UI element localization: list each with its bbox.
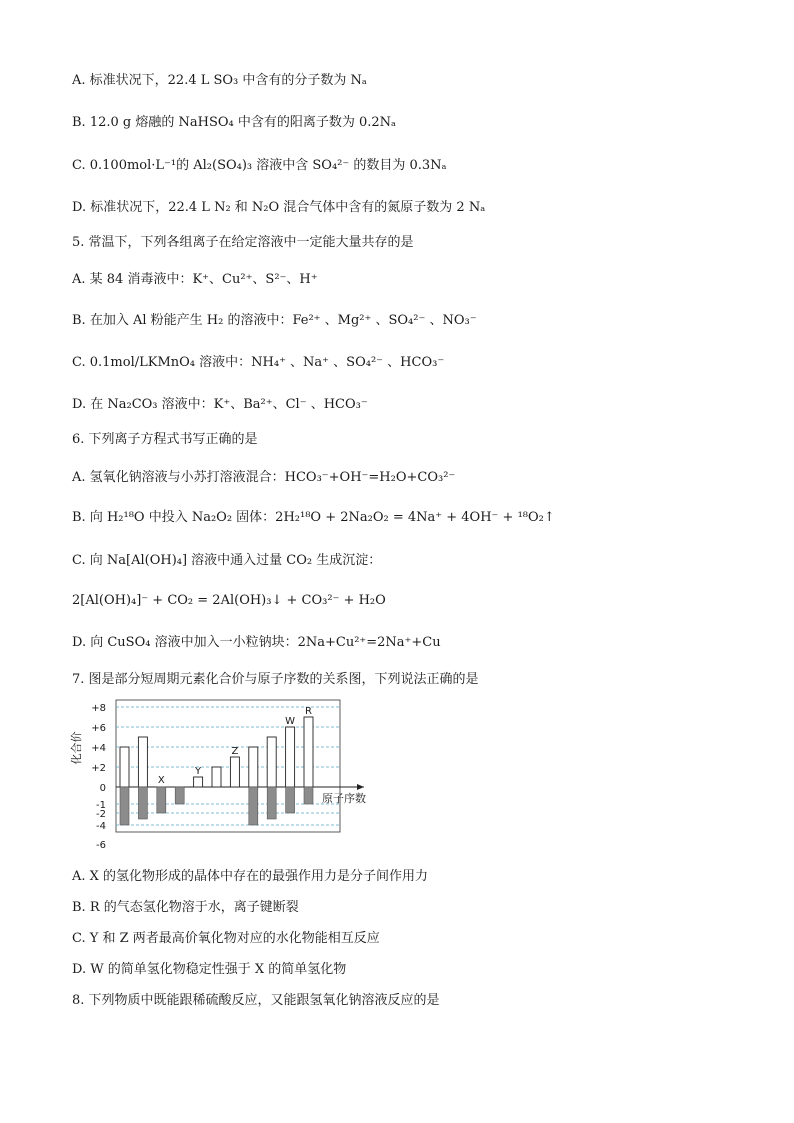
y-tick-label: -1: [96, 800, 106, 811]
y-tick-label: +2: [91, 763, 106, 774]
negative-valence-bar: [286, 787, 295, 813]
element-label: Y: [195, 766, 202, 777]
y-tick-label: -2: [96, 809, 106, 820]
question-line: A. 氢氧化钠溶液与小苏打溶液混合：HCO₃⁻+OH⁻=H₂O+CO₃²⁻: [72, 470, 456, 485]
positive-valence-bar: [286, 727, 295, 787]
negative-valence-bar: [304, 787, 313, 804]
y-tick-label: -6: [96, 840, 106, 851]
option-line: B. R 的气态氢化物溶于水，离子键断裂: [72, 900, 299, 915]
question-line: D. 向 CuSO₄ 溶液中加入一小粒钠块：2Na+Cu²⁺=2Na⁺+Cu: [72, 635, 441, 650]
x-axis-arrow: [357, 784, 364, 790]
y-axis-label: 化合价: [70, 731, 83, 765]
negative-valence-bar: [138, 787, 147, 819]
option-line: A. X 的氢化物形成的晶体中存在的最强作用力是分子间作用力: [72, 869, 429, 884]
negative-valence-bar: [157, 787, 166, 813]
y-tick-label: +4: [91, 743, 106, 754]
question-line: 2[Al(OH)₄]⁻ + CO₂ = 2Al(OH)₃↓ + CO₃²⁻ + H₂O: [72, 593, 386, 608]
positive-valence-bar: [267, 737, 276, 787]
positive-valence-bar: [230, 757, 239, 787]
question-line: C. 向 Na[Al(OH)₄] 溶液中通入过量 CO₂ 生成沉淀：: [72, 553, 382, 568]
question-line: B. 在加入 Al 粉能产生 H₂ 的溶液中：Fe²⁺ 、Mg²⁺ 、SO₄²⁻ 、NO₃⁻: [72, 313, 477, 328]
positive-valence-bar: [304, 717, 313, 787]
element-label: X: [157, 775, 165, 786]
negative-valence-bar: [249, 787, 258, 825]
element-label: W: [285, 716, 296, 727]
question-line: 5. 常温下，下列各组离子在给定溶液中一定能大量共存的是: [72, 235, 414, 250]
question-line: B. 12.0 g 熔融的 NaHSO₄ 中含有的阳离子数为 0.2Nₐ: [72, 115, 397, 130]
y-tick-label: +6: [91, 723, 106, 734]
question-line: C. 0.100mol·L⁻¹的 Al₂(SO₄)₃ 溶液中含 SO₄²⁻ 的数目为 0.3Nₐ: [72, 158, 447, 173]
valence-chart: [72, 698, 372, 856]
option-line: 8. 下列物质中既能跟稀硫酸反应，又能跟氢氧化钠溶液反应的是: [72, 993, 440, 1008]
y-tick-label: +8: [91, 703, 106, 714]
negative-valence-bar: [120, 787, 129, 825]
positive-valence-bar: [212, 767, 221, 787]
positive-valence-bar: [138, 737, 147, 787]
element-label: Z: [231, 746, 239, 757]
negative-valence-bar: [175, 787, 184, 804]
option-line: C. Y 和 Z 两者最高价氧化物对应的水化物能相互反应: [72, 931, 380, 946]
element-label: R: [305, 706, 312, 717]
question-line: D. 标准状况下，22.4 L N₂ 和 N₂O 混合气体中含有的氮原子数为 2 Nₐ: [72, 200, 486, 215]
question-line: 6. 下列离子方程式书写正确的是: [72, 432, 258, 447]
question-line: A. 标准状况下，22.4 L SO₃ 中含有的分子数为 Nₐ: [72, 73, 367, 88]
x-axis-label: 原子序数: [322, 792, 366, 805]
valence-chart-svg: [72, 698, 372, 856]
positive-valence-bar: [120, 747, 129, 787]
question-line: 7. 图是部分短周期元素化合价与原子序数的关系图，下列说法正确的是: [72, 672, 479, 687]
option-line: D. W 的简单氢化物稳定性强于 X 的简单氢化物: [72, 962, 347, 977]
y-tick-label: -4: [96, 821, 106, 832]
positive-valence-bar: [249, 747, 258, 787]
negative-valence-bar: [267, 787, 276, 819]
question-line: B. 向 H₂¹⁸O 中投入 Na₂O₂ 固体：2H₂¹⁸O + 2Na₂O₂ = 4Na⁺ + 4OH⁻ + ¹⁸O₂↑: [72, 510, 555, 525]
question-line: D. 在 Na₂CO₃ 溶液中：K⁺、Ba²⁺、Cl⁻ 、HCO₃⁻: [72, 397, 368, 412]
question-line: C. 0.1mol/LKMnO₄ 溶液中：NH₄⁺ 、Na⁺ 、SO₄²⁻ 、HCO₃⁻: [72, 355, 445, 370]
y-tick-label: 0: [99, 783, 106, 794]
question-line: A. 某 84 消毒液中：K⁺、Cu²⁺、S²⁻、H⁺: [72, 272, 318, 287]
positive-valence-bar: [194, 777, 203, 787]
